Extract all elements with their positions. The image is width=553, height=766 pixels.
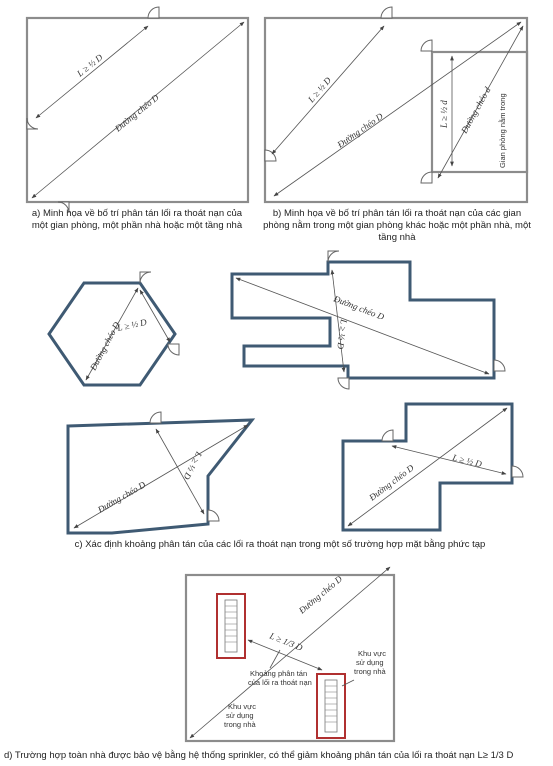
panel-c-plan-3-label-D: Đường chéo D (367, 462, 416, 503)
panel-b-label-D: Đường chéo D (335, 110, 385, 150)
panel-d-use-area-l-3: trong nhà (224, 720, 256, 729)
panel-a-door-left (27, 118, 38, 129)
panel-d-use-area-r-1: Khu vực (358, 649, 386, 658)
panel-c-plan-2-label-D: Đường chéo D (96, 479, 148, 515)
panel-c-hex-door-top (140, 272, 151, 283)
caption-a: a) Minh họa về bố trí phân tán lối ra thoát nạn của một gian phòng, một phần nhà hoặc một tầng nhà (31, 208, 243, 231)
panel-b-label-d-inner: Đường chéo d (459, 85, 493, 135)
panel-c-hex-door-right (168, 344, 179, 355)
panel-a-diagram (27, 7, 248, 213)
panel-d-use-area-l-2: sử dụng (226, 711, 254, 720)
panel-b-door-inner-top (421, 40, 432, 51)
panel-c-plan-1-door-bottom (338, 378, 349, 389)
panel-c-hex-dim-L (140, 290, 170, 342)
panel-d-label-D: Đường chéo D (296, 573, 345, 616)
panel-b-door-top (381, 7, 392, 18)
panel-d-label-use-area-left (224, 702, 258, 729)
panel-d-label-spacing (248, 669, 312, 687)
panel-d-use-area-l-1: Khu vực (228, 702, 256, 711)
panel-a-door-top (148, 7, 159, 18)
panel-c-plan-3-dim-D (348, 408, 507, 526)
panel-c-plan-3-label-L: L ≥ ½ D (451, 452, 483, 470)
panel-c-plan-1-label-D: Đường chéo D (332, 293, 386, 322)
panel-b-door-inner-bottom (421, 172, 432, 183)
panel-d-label-L: L ≥ 1/3 D (268, 630, 305, 653)
panel-c-plan-2-outline (68, 420, 252, 533)
panel-c-plan-2-dim-L (156, 429, 204, 514)
panel-c-plan-1-label-L: L ≥ ½ D (335, 318, 349, 350)
caption-c: c) Xác định khoảng phân tán của các lối ra thoát nạn trong một số trường hợp mặt bằng phức tạp (74, 539, 486, 550)
panel-c-diagrams (49, 251, 523, 533)
panel-c-hex-label-L: L ≥ ½ D (116, 316, 148, 333)
panel-b-inner-room-label: Gian phòng nằm trong (498, 93, 507, 168)
panel-a-dim-L (36, 26, 148, 118)
panel-c-plan-1-door-right (494, 360, 505, 371)
panel-a-label-D: Đường chéo D (112, 92, 161, 134)
panel-c-plan-3-door-top (382, 430, 393, 441)
panel-d-use-area-r-2: sử dụng (356, 658, 384, 667)
panel-d-label-spacing-line2: của lối ra thoát nạn (248, 678, 312, 687)
panel-c-plan-2-door-top (150, 412, 161, 423)
panel-a-label-L: L ≥ ½ D (74, 52, 105, 79)
caption-b: b) Minh họa về bố trí phân tán lối ra thoát nạn của các gian phòng nằm trong một gian phòng khác hoặc một phần nhà, một tầng nhà (263, 208, 531, 243)
panel-b-diagram (265, 7, 527, 202)
panel-b-dim-L (272, 26, 384, 154)
panel-d-stair-left (217, 594, 245, 658)
panel-d-label-use-area-right (354, 649, 388, 676)
panel-b-label-l-inner: L ≥ ½ d (439, 100, 449, 128)
panel-d-label-spacing-line1: Khoảng phân tán (250, 669, 308, 678)
panel-d-stair-right (317, 674, 345, 738)
panel-d-use-area-r-3: trong nhà (354, 667, 386, 676)
caption-d: d) Trường hợp toàn nhà được bảo vệ bằng hệ thống sprinkler, có thể giảm khoảng phân tán của lối ra thoát nạn L≥ 1/3 D (4, 750, 514, 761)
panel-c-plan-1-door-top (328, 251, 339, 262)
panel-c-plan-1-dim-D (236, 278, 489, 374)
panel-c-plan-2-door-bottom (208, 510, 219, 521)
panel-c-plan-2-label-L: L ≥ ½ D (181, 450, 205, 482)
panel-b-label-L: L ≥ ½ D (305, 75, 334, 105)
panel-d-diagram (186, 567, 394, 741)
panel-c-plan-3-door-right (512, 466, 523, 477)
panel-c-hex-label-D: Đường chéo D (87, 320, 122, 372)
